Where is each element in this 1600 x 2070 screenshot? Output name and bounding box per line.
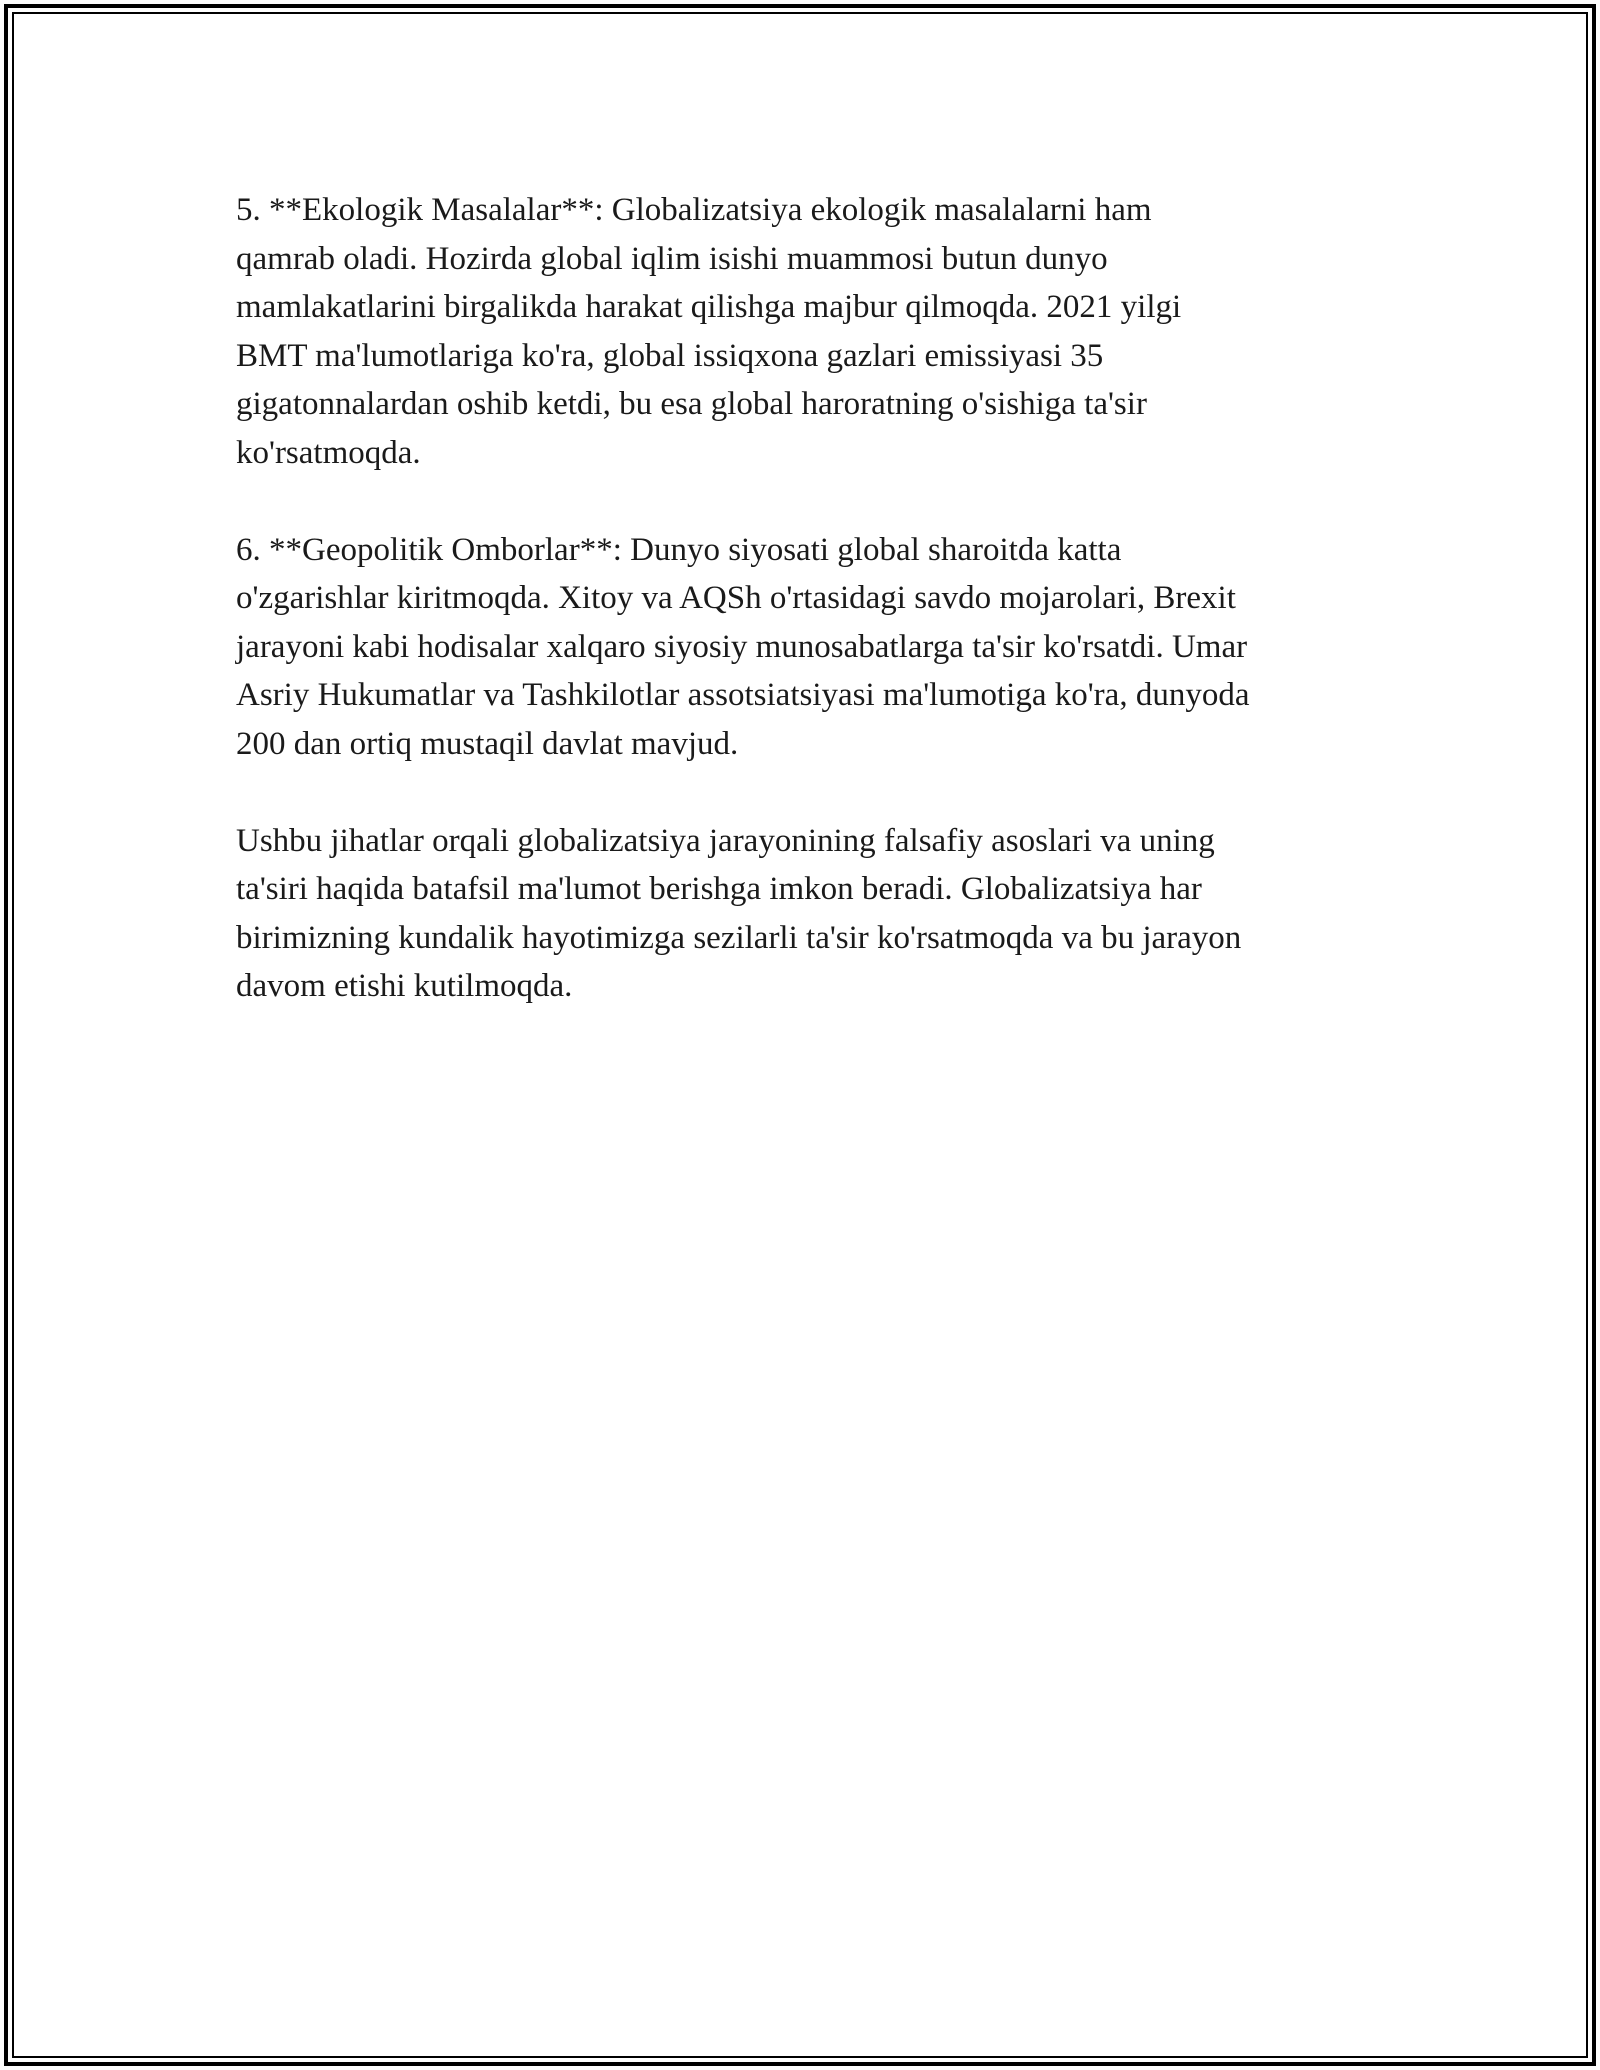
- text-line: 6. **Geopolitik Omborlar**: Dunyo siyosati global sharoitda katta: [236, 531, 1122, 568]
- document-body: [236, 186, 1376, 1059]
- text-line: birimizning kundalik hayotimizga sezilarli ta'sir ko'rsatmoqda va bu jarayon: [236, 919, 1242, 956]
- text-line: gigatonnalardan oshib ketdi, bu esa global haroratning o'sishiga ta'sir: [236, 386, 1147, 422]
- text-line: mamlakatlarini birgalikda harakat qilishga majbur qilmoqda. 2021 yilgi: [236, 289, 1182, 325]
- text-line: jarayoni kabi hodisalar xalqaro siyosiy munosabatlarga ta'sir ko'rsatdi. Umar: [236, 628, 1248, 665]
- text-line: ko'rsatmoqda.: [236, 434, 421, 471]
- paragraph-conclusion: [236, 817, 1376, 1011]
- text-line: BMT ma'lumotlariga ko'ra, global issiqxona gazlari emissiyasi 35: [236, 337, 1104, 374]
- text-line: 5. **Ekologik Masalalar**: Globalizatsiya ekologik masalalarni ham: [236, 192, 1152, 228]
- text-line: qamrab oladi. Hozirda global iqlim isishi muammosi butun dunyo: [236, 240, 1108, 277]
- text-line: o'zgarishlar kiritmoqda. Xitoy va AQSh o'rtasidagi savdo mojarolari, Brexit: [236, 580, 1236, 616]
- text-line: Ushbu jihatlar orqali globalizatsiya jarayonining falsafiy asoslari va uning: [236, 822, 1215, 859]
- text-line: davom etishi kutilmoqda.: [236, 968, 573, 1004]
- text-line: 200 dan ortiq mustaqil davlat mavjud.: [236, 725, 739, 762]
- text-line: ta'siri haqida batafsil ma'lumot berishga imkon beradi. Globalizatsiya har: [236, 871, 1202, 907]
- paragraph-ecological-issues: [236, 186, 1376, 477]
- paragraph-geopolitics: [236, 526, 1376, 769]
- text-line: Asriy Hukumatlar va Tashkilotlar assotsiatsiyasi ma'lumotiga ko'ra, dunyoda: [236, 677, 1250, 713]
